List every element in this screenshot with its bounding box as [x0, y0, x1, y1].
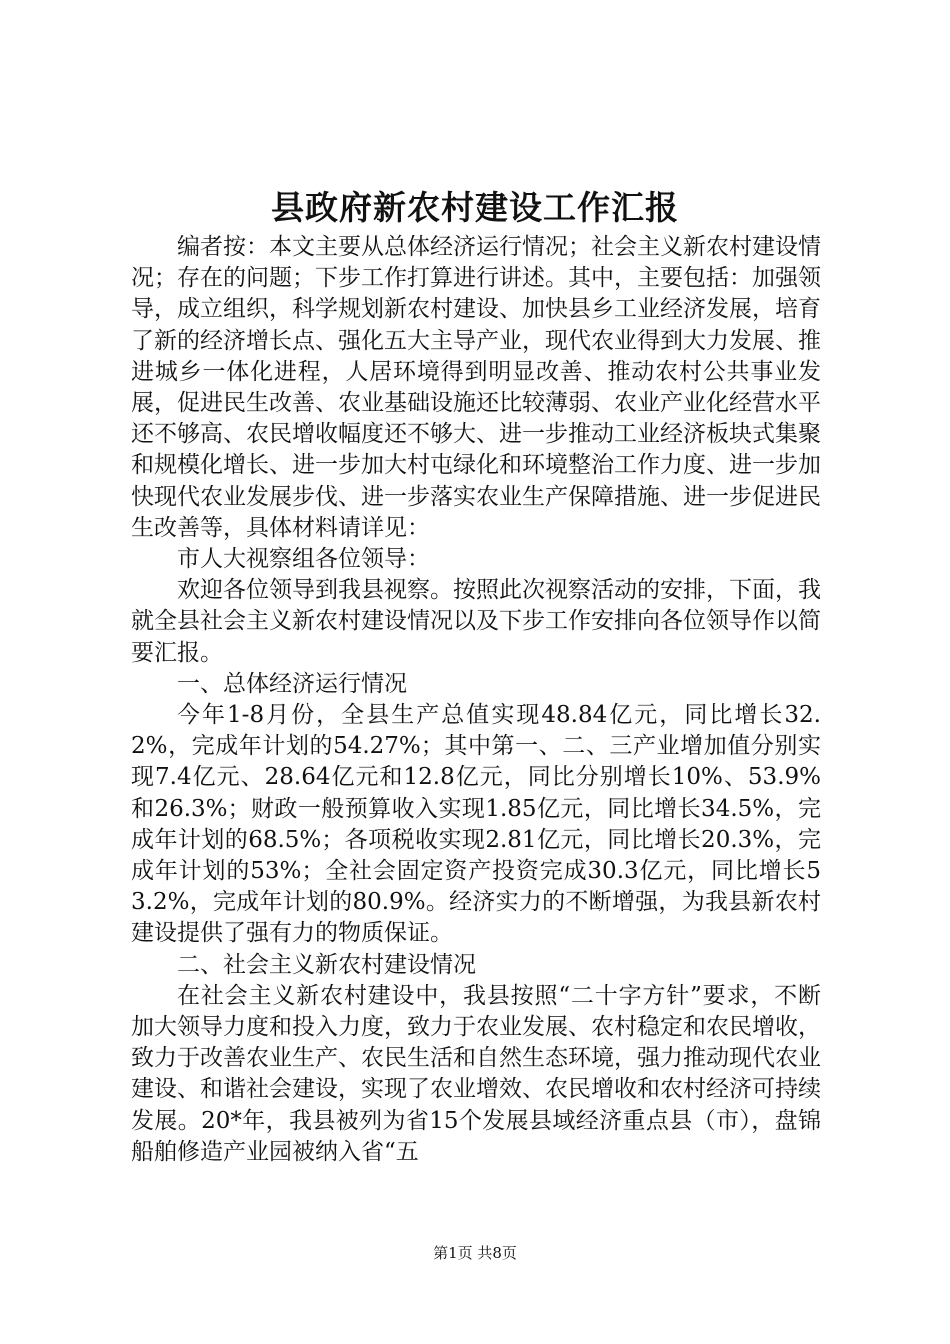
editor-note-paragraph: 编者按：本文主要从总体经济运行情况；社会主义新农村建设情况；存在的问题；下步工作打算进行讲述。其中，主要包括：加强领导，成立组织，科学规划新农村建设、加快县乡工业经济发展，培育了新的经济增长点、强化五大主导产业，现代农业得到大力发展、推进城乡一体化进程，人居环境得到明显改善、推动农村公共事业发展，促进民生改善、农业基础设施还比较薄弱、农业产业化经营水平还不够高、农民增收幅度还不够大、进一步推动工业经济板块式集聚和规模化增长、进一步加大村屯绿化和环境整治工作力度、进一步加快现代农业发展步伐、进一步落实农业生产保障措施、进一步促进民生改善等，具体材料请详见：	[131, 234, 821, 541]
welcome-paragraph: 欢迎各位领导到我县视察。按照此次视察活动的安排，下面，我就全县社会主义新农村建设情况以及下步工作安排向各位领导作以简要汇报。	[131, 577, 821, 666]
section-heading-economy: 一、总体经济运行情况	[177, 670, 407, 697]
economy-paragraph: 今年1-8月份，全县生产总值实现48.84亿元，同比增长32.2%，完成年计划的54.27%；其中第一、二、三产业增加值分别实现7.4亿元、28.64亿元和12.8亿元，同比分别增长10%、53.9%和26.3%；财政一般预算收入实现1.85亿元，同比增长34.5%，完成年计划的68.5%；各项税收实现2.81亿元，同比增长20.3%，完成年计划的53%；全社会固定资产投资完成30.3亿元，同比增长53.2%，完成年计划的80.9%。经济实力的不断增强，为我县新农村建设提供了强有力的物质保证。	[131, 702, 821, 947]
section-heading-new-countryside: 二、社会主义新农村建设情况	[177, 951, 476, 978]
salutation-paragraph: 市人大视察组各位领导：	[177, 546, 430, 573]
new-countryside-paragraph: 在社会主义新农村建设中，我县按照“二十字方针”要求，不断加大领导力度和投入力度，致力于农业发展、农村稳定和农民增收，致力于改善农业生产、农民生活和自然生态环境，强力推动现代农业建设、和谐社会建设，实现了农业增效、农民增收和农村经济可持续发展。20*年，我县被列为省15个发展县域经济重点县（市），盘锦船舶修造产业园被纳入省“五	[131, 982, 821, 1165]
document-body	[131, 232, 821, 1168]
page-number-footer: 第1页 共8页	[433, 1244, 517, 1262]
document-title: 县政府新农村建设工作汇报	[271, 188, 679, 227]
